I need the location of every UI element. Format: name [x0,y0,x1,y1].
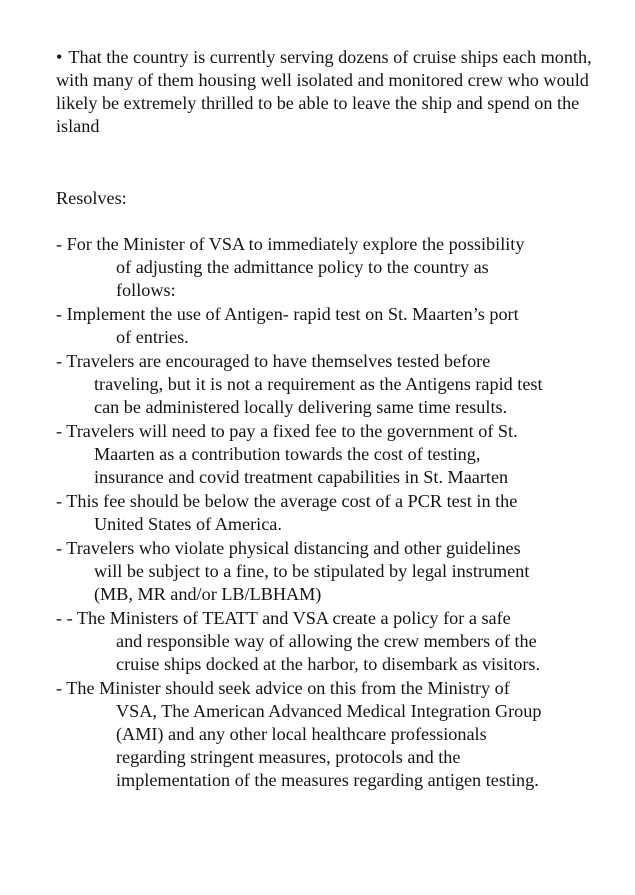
item-line: implementation of the measures regarding antigen testing. [116,770,539,790]
resolution-item [56,303,519,349]
resolution-item [56,537,529,606]
resolution-item [56,233,524,302]
item-line: - Travelers are encouraged to have themselves tested before [56,351,491,371]
resolution-item [56,350,543,419]
item-line: - Travelers who violate physical distancing and other guidelines [56,538,521,558]
item-line: - The Minister should seek advice on this from the Ministry of [56,678,510,698]
intro-bullet-paragraph [56,46,604,138]
item-line: regarding stringent measures, protocols and the [116,747,461,767]
item-line: of entries. [116,327,189,347]
item-line: follows: [116,280,176,300]
resolution-item [56,490,517,536]
item-line: - - The Ministers of TEATT and VSA create a policy for a safe [56,608,511,628]
item-line: (MB, MR and/or LB/LBHAM) [94,584,322,604]
resolution-item [56,420,518,489]
item-line: will be subject to a fine, to be stipulated by legal instrument [94,561,530,581]
bullet-marker: • [56,47,63,67]
item-line: - Implement the use of Antigen- rapid test on St. Maarten’s port [56,304,519,324]
resolution-item [56,607,540,676]
item-line: VSA, The American Advanced Medical Integration Group [116,701,542,721]
intro-bullet-text: That the country is currently serving dozens of cruise ships each month, with many of them housing well isolated and monitored crew who would likely be extremely thrilled to be able to leave the ship and spend on the island [56,47,592,136]
resolution-item [56,677,541,792]
item-line: cruise ships docked at the harbor, to disembark as visitors. [116,654,541,674]
item-line: United States of America. [94,514,282,534]
item-line: insurance and covid treatment capabilities in St. Maarten [94,467,509,487]
item-line: Maarten as a contribution towards the cost of testing, [94,444,481,464]
resolves-heading: Resolves: [56,188,127,208]
item-line: of adjusting the admittance policy to the country as [116,257,489,277]
item-line: (AMI) and any other local healthcare professionals [116,724,487,744]
item-line: - For the Minister of VSA to immediately explore the possibility [56,234,525,254]
item-line: - Travelers will need to pay a fixed fee to the government of St. [56,421,518,441]
item-line: and responsible way of allowing the crew members of the [116,631,537,651]
item-line: - This fee should be below the average cost of a PCR test in the [56,491,518,511]
item-line: can be administered locally delivering same time results. [94,397,508,417]
item-line: traveling, but it is not a requirement as the Antigens rapid test [94,374,543,394]
